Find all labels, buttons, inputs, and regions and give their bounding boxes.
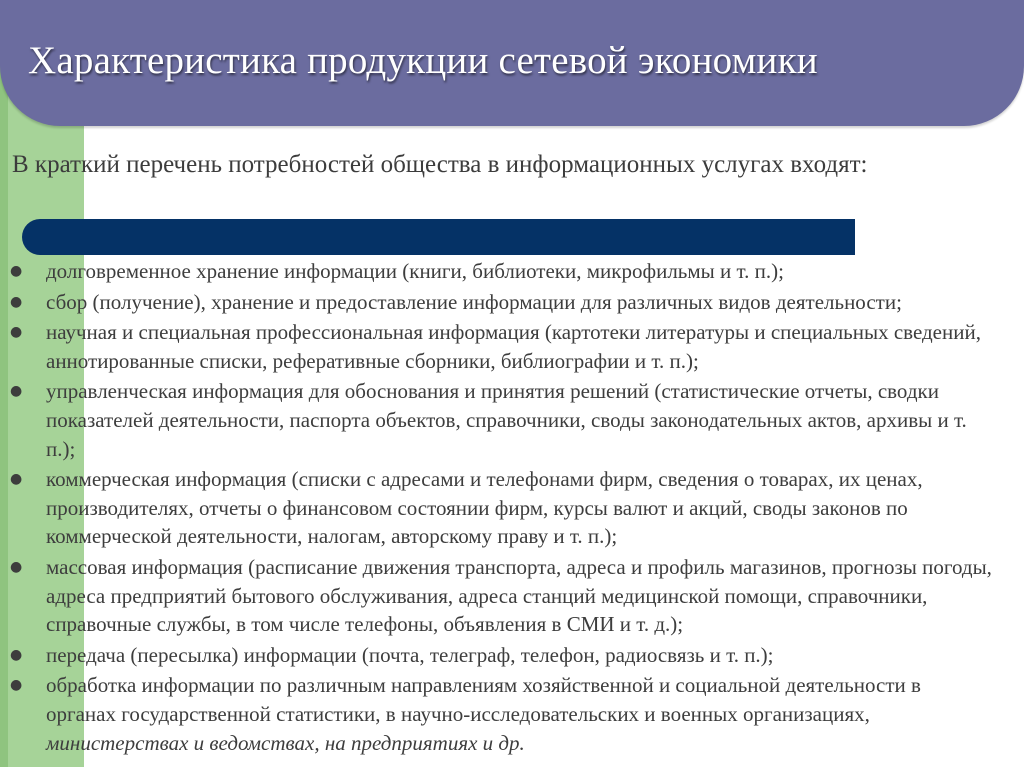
list-item-text: коммерческая информация (списки с адресами и телефонами фирм, сведения о товарах, их ценах, производителях, отчеты о финансовом состоянии фирм, курсы валют и акций, своды законов по коммерческой деятельности, налогам, авторскому праву и т. п.); <box>46 467 923 549</box>
list-item <box>0 257 1024 286</box>
title-banner <box>0 0 1024 126</box>
list-item-text: научная и специальная профессиональная информация (картотеки литературы и специальных сведений, аннотированные списки, реферативные сборники, библиографии и т. п.); <box>46 320 981 373</box>
intro-text: В краткий перечень потребностей общества в информационных услугах входят: <box>12 151 868 178</box>
list-item <box>0 671 1024 757</box>
bullet-icon: ● <box>10 677 23 694</box>
slide-title: Характеристика продукции сетевой экономики <box>28 39 818 82</box>
list-item-text-italic: министерствах и ведомствах, на предприятиях и др. <box>46 730 525 755</box>
list-item <box>0 288 1024 317</box>
list-item <box>0 465 1024 551</box>
list-item <box>0 318 1024 375</box>
list-item-text: управленческая информация для обоснования и принятия решений (статистические отчеты, сводки показателей деятельности, паспорта объектов, справочники, своды законодательных актов, архивы и т. п.); <box>46 379 967 461</box>
bullet-icon: ● <box>10 263 23 279</box>
decorative-accent-bar <box>22 219 855 255</box>
bullet-icon: ● <box>10 293 23 310</box>
list-item-text: массовая информация (расписание движения транспорта, адреса и профиль магазинов, прогнозы погоды, адреса предприятий бытового обслуживания, адреса станций медицинской помощи, справочники, справочные службы, в том числе телефоны, объявления в СМИ и т. д.); <box>46 554 992 637</box>
list-item <box>0 553 1024 639</box>
list-item-text: передача (пересылка) информации (почта, телеграф, телефон, радиосвязь и т. п.); <box>46 642 774 667</box>
list-item-text: долговременное хранение информации (книги, библиотеки, микрофильмы и т. п.); <box>46 259 784 283</box>
bullet-icon: ● <box>10 324 23 341</box>
list-item-text: обработка информации по различным направлениям хозяйственной и социальной деятельности в органах государственной статистики, в научно-исследовательских и военных организациях, <box>46 673 921 726</box>
bullet-icon: ● <box>10 383 23 400</box>
list-item <box>0 641 1024 670</box>
list-item-text: сбор (получение), хранение и предоставление информации для различных видов деятельности; <box>46 289 902 314</box>
bullet-icon: ● <box>10 558 23 575</box>
list-item <box>0 377 1024 463</box>
bullet-icon: ● <box>10 471 23 488</box>
needs-list <box>0 257 1024 759</box>
bullet-icon: ● <box>10 646 23 663</box>
